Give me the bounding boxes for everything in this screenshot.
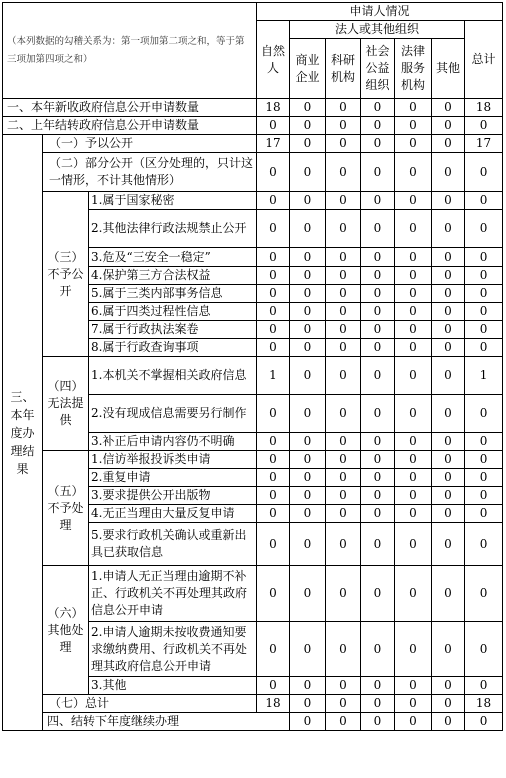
cell-value: 0 — [326, 135, 361, 153]
cell-value: 0 — [465, 433, 503, 451]
cell-value: 0 — [257, 210, 290, 248]
header-row-1 — [3, 3, 503, 21]
table-row — [3, 153, 503, 192]
cell-value: 0 — [257, 566, 290, 622]
cell-value: 0 — [465, 192, 503, 210]
cell-value: 0 — [395, 505, 432, 523]
cell-value: 0 — [326, 395, 361, 433]
cell-value: 0 — [326, 677, 361, 695]
cell-value: 0 — [361, 339, 395, 357]
row-label: 一、本年新收政府信息公开申请数量 — [3, 99, 257, 117]
row-label: 8.属于行政查询事项 — [89, 339, 257, 357]
cell-value: 0 — [290, 695, 326, 713]
cell-value: 0 — [465, 339, 503, 357]
row-label: 4.无正当理由大量反复申请 — [89, 505, 257, 523]
cell-value: 0 — [290, 395, 326, 433]
cell-value: 0 — [432, 357, 465, 395]
cell-value: 0 — [257, 117, 290, 135]
cell-value: 0 — [326, 248, 361, 267]
cell-value: 0 — [395, 248, 432, 267]
cell-value: 0 — [465, 505, 503, 523]
cell-value: 0 — [465, 622, 503, 677]
cell-value: 0 — [290, 135, 326, 153]
cell-value: 0 — [465, 285, 503, 303]
cell-value: 0 — [361, 469, 395, 487]
row-label: 2.重复申请 — [89, 469, 257, 487]
cell-value: 0 — [361, 210, 395, 248]
cell-value: 0 — [465, 210, 503, 248]
col-header-commercial: 商业企业 — [290, 39, 326, 99]
cell-value: 0 — [326, 192, 361, 210]
cell-value: 0 — [290, 505, 326, 523]
row-label: 7.属于行政执法案卷 — [89, 321, 257, 339]
col-header-public-welfare: 社会公益组织 — [361, 39, 395, 99]
cell-value: 0 — [361, 117, 395, 135]
cell-value: 0 — [361, 523, 395, 566]
cell-value: 0 — [361, 303, 395, 321]
row-label: 1.申请人无正当理由逾期不补正、行政机关不再处理其政府信息公开申请 — [89, 566, 257, 622]
col-header-natural-person: 自然人 — [257, 21, 290, 99]
group-label-unable: （四）无法提供 — [43, 357, 89, 451]
cell-value: 0 — [361, 695, 395, 713]
cell-value: 0 — [432, 523, 465, 566]
cell-value: 0 — [395, 487, 432, 505]
table-row — [3, 192, 503, 210]
cell-value: 0 — [361, 192, 395, 210]
cell-value: 0 — [465, 469, 503, 487]
cell-value: 0 — [326, 566, 361, 622]
table-row — [3, 451, 503, 469]
header-note: （本列数据的勾稽关系为：第一项加第二项之和，等于第三项加第四项之和） — [3, 3, 257, 99]
cell-value: 0 — [465, 117, 503, 135]
cell-value: 0 — [361, 566, 395, 622]
header-legal-group: 法人或其他组织 — [290, 21, 465, 39]
cell-value: 0 — [326, 622, 361, 677]
row-label: 2.申请人逾期未按收费通知要求缴纳费用、行政机关不再处理其政府信息公开申请 — [89, 622, 257, 677]
cell-value: 0 — [361, 433, 395, 451]
cell-value: 0 — [290, 153, 326, 192]
cell-value: 0 — [395, 153, 432, 192]
cell-value: 0 — [290, 487, 326, 505]
cell-value: 0 — [326, 303, 361, 321]
row-label: 3.补正后申请内容仍不明确 — [89, 433, 257, 451]
row-label: 四、结转下年度继续办理 — [43, 713, 290, 731]
cell-value: 0 — [465, 487, 503, 505]
cell-value: 0 — [432, 695, 465, 713]
row-label: 3.危及“三安全一稳定” — [89, 248, 257, 267]
cell-value: 0 — [290, 451, 326, 469]
cell-value: 0 — [432, 395, 465, 433]
cell-value: 0 — [465, 321, 503, 339]
cell-value: 0 — [290, 303, 326, 321]
cell-value: 0 — [257, 505, 290, 523]
table-row — [3, 695, 503, 713]
row-label: 二、上年结转政府信息公开申请数量 — [3, 117, 257, 135]
cell-value: 0 — [326, 117, 361, 135]
cell-value: 0 — [395, 433, 432, 451]
cell-value: 0 — [326, 285, 361, 303]
cell-value: 0 — [257, 487, 290, 505]
cell-value: 0 — [257, 285, 290, 303]
cell-value: 0 — [465, 677, 503, 695]
cell-value: 0 — [465, 153, 503, 192]
row-label: （一）予以公开 — [43, 135, 257, 153]
cell-value: 0 — [361, 505, 395, 523]
table-row — [3, 357, 503, 395]
cell-value: 0 — [257, 622, 290, 677]
cell-value: 0 — [290, 713, 326, 731]
cell-value: 0 — [326, 487, 361, 505]
cell-value: 0 — [361, 248, 395, 267]
cell-value: 0 — [290, 523, 326, 566]
cell-value: 0 — [465, 267, 503, 285]
cell-value: 0 — [361, 285, 395, 303]
cell-value: 0 — [432, 339, 465, 357]
report-table-container — [2, 2, 502, 731]
row-label: 1.本机关不掌握相关政府信息 — [89, 357, 257, 395]
cell-value: 0 — [290, 433, 326, 451]
cell-value: 0 — [290, 321, 326, 339]
cell-value: 18 — [465, 99, 503, 117]
cell-value: 0 — [432, 677, 465, 695]
cell-value: 0 — [395, 285, 432, 303]
group-label-not-processed: （五）不予处理 — [43, 451, 89, 566]
cell-value: 0 — [465, 523, 503, 566]
cell-value: 0 — [361, 357, 395, 395]
cell-value: 0 — [326, 153, 361, 192]
cell-value: 0 — [290, 469, 326, 487]
cell-value: 0 — [361, 135, 395, 153]
cell-value: 0 — [257, 339, 290, 357]
cell-value: 0 — [432, 487, 465, 505]
cell-value: 0 — [465, 566, 503, 622]
cell-value: 0 — [290, 566, 326, 622]
row-label: 3.其他 — [89, 677, 257, 695]
cell-value: 0 — [395, 622, 432, 677]
cell-value: 0 — [395, 303, 432, 321]
cell-value: 0 — [432, 505, 465, 523]
table-row — [3, 135, 503, 153]
cell-value: 0 — [326, 267, 361, 285]
cell-value: 0 — [361, 713, 395, 731]
cell-value: 0 — [290, 285, 326, 303]
row-label: （二）部分公开（区分处理的，只计这一情形，不计其他情形） — [43, 153, 257, 192]
table-row — [3, 117, 503, 135]
cell-value: 0 — [326, 210, 361, 248]
cell-value: 0 — [257, 469, 290, 487]
cell-value: 0 — [326, 713, 361, 731]
row-label: 3.要求提供公开出版物 — [89, 487, 257, 505]
cell-value: 0 — [395, 99, 432, 117]
cell-value: 0 — [290, 117, 326, 135]
cell-value: 0 — [361, 153, 395, 192]
cell-value: 1 — [257, 357, 290, 395]
cell-value: 0 — [432, 285, 465, 303]
cell-value: 0 — [432, 117, 465, 135]
cell-value: 0 — [361, 395, 395, 433]
cell-value: 0 — [395, 395, 432, 433]
cell-value: 0 — [257, 192, 290, 210]
cell-value: 0 — [395, 210, 432, 248]
cell-value: 0 — [257, 267, 290, 285]
header-applicant-group: 申请人情况 — [257, 3, 503, 21]
cell-value: 0 — [290, 357, 326, 395]
cell-value: 0 — [290, 210, 326, 248]
cell-value: 0 — [361, 677, 395, 695]
table-row — [3, 566, 503, 622]
cell-value: 0 — [257, 451, 290, 469]
cell-value: 0 — [290, 677, 326, 695]
cell-value: 0 — [432, 210, 465, 248]
cell-value: 0 — [432, 713, 465, 731]
cell-value: 0 — [432, 248, 465, 267]
cell-value: 0 — [290, 339, 326, 357]
cell-value: 0 — [290, 248, 326, 267]
group-label-other-handling: （六）其他处理 — [43, 566, 89, 695]
row-label: 5.要求行政机关确认或重新出具已获取信息 — [89, 523, 257, 566]
cell-value: 17 — [465, 135, 503, 153]
cell-value: 0 — [257, 153, 290, 192]
cell-value: 0 — [257, 677, 290, 695]
cell-value: 0 — [432, 451, 465, 469]
cell-value: 0 — [432, 566, 465, 622]
group-label-withheld: （三）不予公开 — [43, 192, 89, 357]
cell-value: 0 — [395, 339, 432, 357]
cell-value: 0 — [465, 248, 503, 267]
cell-value: 0 — [465, 713, 503, 731]
row-label: 1.属于国家秘密 — [89, 192, 257, 210]
cell-value: 0 — [432, 303, 465, 321]
cell-value: 0 — [290, 192, 326, 210]
cell-value: 0 — [395, 451, 432, 469]
cell-value: 0 — [361, 267, 395, 285]
cell-value: 0 — [290, 267, 326, 285]
cell-value: 17 — [257, 135, 290, 153]
col-header-total: 总计 — [465, 21, 503, 99]
cell-value: 0 — [432, 99, 465, 117]
cell-value: 0 — [257, 303, 290, 321]
cell-value: 0 — [432, 622, 465, 677]
cell-value: 0 — [326, 695, 361, 713]
cell-value: 0 — [257, 433, 290, 451]
cell-value: 0 — [326, 523, 361, 566]
cell-value: 0 — [395, 523, 432, 566]
cell-value: 0 — [432, 267, 465, 285]
table-row — [3, 713, 503, 731]
cell-value: 0 — [326, 339, 361, 357]
cell-value: 0 — [395, 357, 432, 395]
cell-value: 0 — [432, 135, 465, 153]
row-label: 6.属于四类过程性信息 — [89, 303, 257, 321]
row-label: 2.其他法律行政法规禁止公开 — [89, 210, 257, 248]
cell-value: 0 — [465, 451, 503, 469]
col-header-other: 其他 — [432, 39, 465, 99]
cell-value: 0 — [361, 622, 395, 677]
cell-value: 0 — [361, 321, 395, 339]
col-header-research: 科研机构 — [326, 39, 361, 99]
cell-value: 0 — [326, 433, 361, 451]
cell-value: 0 — [395, 135, 432, 153]
cell-value: 0 — [395, 469, 432, 487]
row-label: 4.保护第三方合法权益 — [89, 267, 257, 285]
cell-value: 0 — [361, 99, 395, 117]
cell-value: 0 — [465, 303, 503, 321]
cell-value: 0 — [395, 677, 432, 695]
cell-value: 1 — [465, 357, 503, 395]
cell-value: 0 — [432, 469, 465, 487]
cell-value: 0 — [257, 523, 290, 566]
cell-value: 0 — [395, 713, 432, 731]
cell-value: 0 — [395, 321, 432, 339]
cell-value: 0 — [395, 192, 432, 210]
cell-value: 0 — [290, 622, 326, 677]
cell-value: 0 — [326, 505, 361, 523]
cell-value: 0 — [395, 695, 432, 713]
cell-value: 18 — [465, 695, 503, 713]
cell-value: 0 — [326, 451, 361, 469]
cell-value: 0 — [361, 487, 395, 505]
cell-value: 0 — [257, 321, 290, 339]
cell-value: 0 — [326, 357, 361, 395]
cell-value: 0 — [290, 99, 326, 117]
row-label: 2.没有现成信息需要另行制作 — [89, 395, 257, 433]
cell-value: 0 — [257, 395, 290, 433]
cell-value: 0 — [432, 321, 465, 339]
cell-value: 18 — [257, 99, 290, 117]
cell-value: 0 — [326, 469, 361, 487]
cell-value: 0 — [465, 395, 503, 433]
table-row — [3, 99, 503, 117]
cell-value: 0 — [395, 117, 432, 135]
disclosure-statistics-table — [2, 2, 503, 731]
row-label: 5.属于三类内部事务信息 — [89, 285, 257, 303]
section-3-label: 三、本年度办理结果 — [3, 135, 43, 731]
col-header-legal-service: 法律服务机构 — [395, 39, 432, 99]
cell-value: 0 — [326, 321, 361, 339]
cell-value: 0 — [432, 433, 465, 451]
row-label: （七）总计 — [43, 695, 257, 713]
cell-value: 0 — [361, 451, 395, 469]
cell-value: 0 — [395, 267, 432, 285]
cell-value: 0 — [432, 192, 465, 210]
cell-value: 0 — [257, 248, 290, 267]
row-label: 1.信访举报投诉类申请 — [89, 451, 257, 469]
cell-value: 18 — [257, 695, 290, 713]
cell-value: 0 — [395, 566, 432, 622]
cell-value: 0 — [326, 99, 361, 117]
cell-value: 0 — [432, 153, 465, 192]
